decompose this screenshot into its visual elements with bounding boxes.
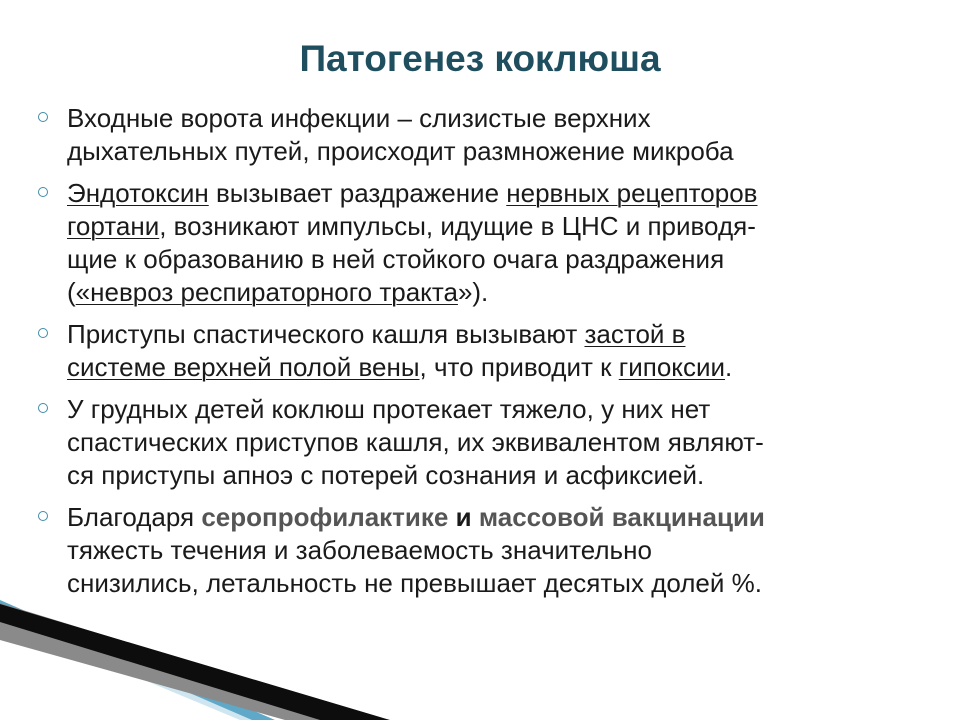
bullet-circle-icon: [38, 187, 48, 197]
bullet-text: Входные ворота инфекции – слизистые верхних: [67, 103, 651, 133]
underlined-term: гипоксии: [618, 352, 726, 382]
emphasized-term: массовой вакцинации: [478, 502, 765, 532]
bullet-line: [67, 210, 918, 243]
slide-title: Патогенез коклюша: [299, 38, 661, 79]
bullet-line: [67, 501, 918, 534]
bullet-text: , что приводит к: [419, 352, 619, 382]
bullet-line: [67, 459, 918, 492]
bullet-line: [67, 276, 918, 309]
bullet-circle-icon: [38, 511, 48, 521]
bullet-line: [67, 102, 918, 135]
bullet-text: , возникают импульсы, идущие в ЦНС и приводя-: [159, 211, 756, 241]
bullet-line: [67, 393, 918, 426]
underlined-term: «невроз респираторного тракта: [75, 277, 458, 307]
bullet-line: [67, 426, 918, 459]
bullet-text: щие к образованию в ней стойкого очага раздражения: [67, 244, 725, 274]
bullet-text: вызывает раздражение: [208, 178, 507, 208]
bold-text: и: [455, 502, 472, 532]
bullet-circle-icon: [38, 328, 48, 338]
bullet-text: спастических приступов кашля, их эквивалентом являют-: [67, 427, 764, 457]
bullet-text: дыхательных путей, происходит размножение микроба: [67, 136, 734, 166]
bullet-item: [38, 102, 918, 168]
bullet-line: [67, 318, 918, 351]
bullet-text: снизились, летальность не превышает десятых долей %.: [67, 568, 762, 598]
bullet-text: ся приступы апноэ с потерей сознания и асфиксией.: [67, 460, 705, 490]
underlined-term: системе верхней полой вены: [67, 352, 420, 382]
emphasized-term: серопрофилактике: [201, 502, 449, 532]
bullet-line: [67, 351, 918, 384]
bullet-circle-icon: [38, 112, 48, 122]
bullet-item: [38, 318, 918, 384]
bullet-list: [38, 102, 918, 609]
bullet-text: [472, 502, 479, 532]
bullet-text: »).: [457, 277, 489, 307]
bullet-line: [67, 177, 918, 210]
underlined-term: гортани: [67, 211, 160, 241]
underlined-term: Эндотоксин: [67, 178, 209, 208]
bullet-text: .: [725, 352, 733, 382]
underlined-term: застой в: [584, 319, 686, 349]
bullet-item: [38, 501, 918, 600]
bullet-line: [67, 567, 918, 600]
bullet-item: [38, 177, 918, 309]
bullet-item: [38, 393, 918, 492]
bullet-line: [67, 135, 918, 168]
bullet-text: [448, 502, 455, 532]
bullet-text: тяжесть течения и заболеваемость значительно: [67, 535, 652, 565]
bullet-circle-icon: [38, 403, 48, 413]
bullet-line: [67, 243, 918, 276]
underlined-term: нервных рецепторов: [506, 178, 758, 208]
swoosh-dark: [0, 604, 390, 720]
bullet-text: У грудных детей коклюш протекает тяжело, у них нет: [67, 394, 711, 424]
bullet-text: (: [67, 277, 76, 307]
bullet-text: Приступы спастического кашля вызывают: [67, 319, 585, 349]
bullet-text: Благодаря: [67, 502, 202, 532]
bullet-line: [67, 534, 918, 567]
